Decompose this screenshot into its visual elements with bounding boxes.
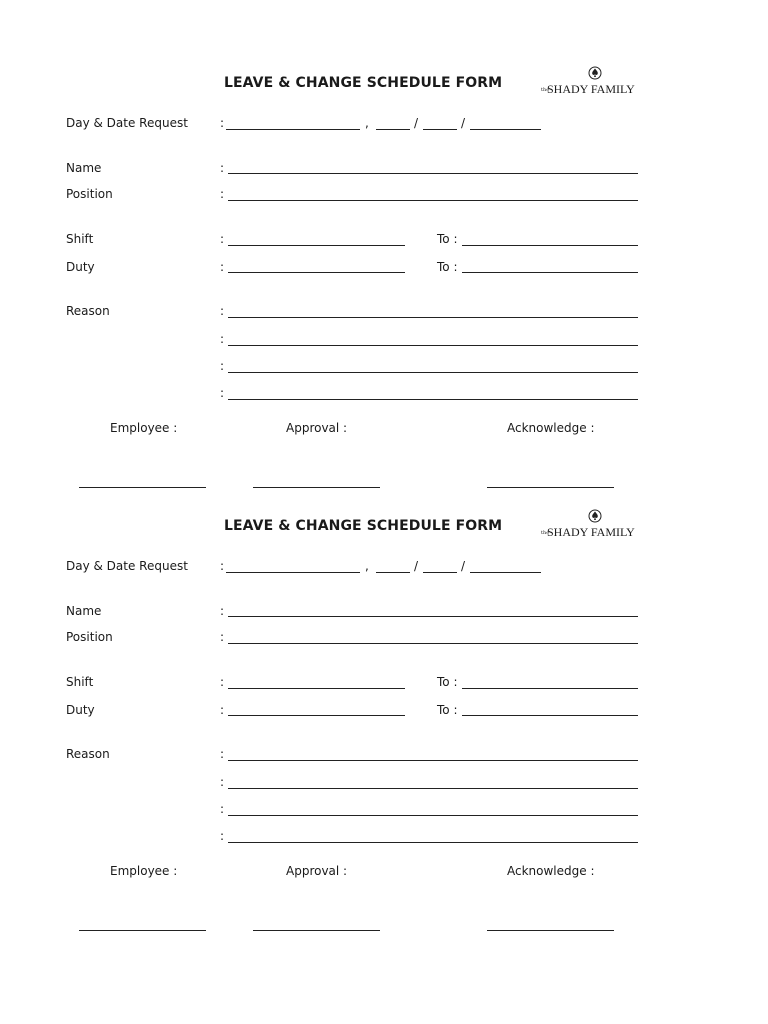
- acknowledge-signature-line[interactable]: [487, 930, 614, 931]
- shift-label: Shift: [66, 232, 94, 246]
- reason-label: Reason: [66, 304, 110, 318]
- colon: :: [220, 161, 225, 175]
- reason-line-3[interactable]: [228, 372, 638, 373]
- reason-line-3[interactable]: [228, 815, 638, 816]
- reason-line-4[interactable]: [228, 399, 638, 400]
- colon: :: [220, 232, 225, 246]
- acknowledge-label: Acknowledge :: [507, 864, 595, 878]
- colon: :: [220, 359, 225, 373]
- position-label: Position: [66, 187, 113, 201]
- shift-from-field[interactable]: [228, 245, 405, 246]
- logo-text: SHADY FAMILY: [547, 82, 635, 96]
- colon: :: [220, 559, 225, 573]
- employee-label: Employee :: [110, 421, 178, 435]
- shift-to-field[interactable]: [462, 245, 638, 246]
- colon: :: [220, 802, 225, 816]
- reason-line-4[interactable]: [228, 842, 638, 843]
- date-request-label: Day & Date Request: [66, 559, 188, 573]
- form-title: LEAVE & CHANGE SCHEDULE FORM: [224, 75, 503, 91]
- colon: :: [220, 675, 225, 689]
- shift-to-field[interactable]: [462, 688, 638, 689]
- date-month-field[interactable]: [423, 572, 457, 573]
- spade-icon: [588, 66, 602, 80]
- comma: ,: [365, 116, 369, 130]
- logo-prefix: the: [541, 530, 550, 536]
- duty-label: Duty: [66, 703, 95, 717]
- leave-form-1: [0, 0, 768, 440]
- day-field[interactable]: [226, 129, 360, 130]
- slash: /: [414, 116, 419, 130]
- colon: :: [220, 332, 225, 346]
- colon: :: [220, 775, 225, 789]
- spade-icon: [588, 509, 602, 523]
- approval-label: Approval :: [286, 421, 348, 435]
- name-label: Name: [66, 161, 102, 175]
- colon: :: [220, 187, 225, 201]
- brand-logo: [540, 66, 640, 100]
- reason-line-2[interactable]: [228, 345, 638, 346]
- date-year-field[interactable]: [470, 129, 541, 130]
- employee-label: Employee :: [110, 864, 178, 878]
- slash: /: [461, 116, 466, 130]
- approval-signature-line[interactable]: [253, 930, 380, 931]
- colon: :: [220, 747, 225, 761]
- leave-form-2: [0, 443, 768, 883]
- day-field[interactable]: [226, 572, 360, 573]
- reason-line-1[interactable]: [228, 760, 638, 761]
- acknowledge-label: Acknowledge :: [507, 421, 595, 435]
- slash: /: [414, 559, 419, 573]
- colon: :: [220, 604, 225, 618]
- comma: ,: [365, 559, 369, 573]
- duty-to-field[interactable]: [462, 715, 638, 716]
- duty-label: Duty: [66, 260, 95, 274]
- colon: :: [220, 829, 225, 843]
- form-title: LEAVE & CHANGE SCHEDULE FORM: [224, 518, 503, 534]
- slash: /: [461, 559, 466, 573]
- duty-to-field[interactable]: [462, 272, 638, 273]
- colon: :: [220, 703, 225, 717]
- reason-label: Reason: [66, 747, 110, 761]
- name-field[interactable]: [228, 173, 638, 174]
- approval-label: Approval :: [286, 864, 348, 878]
- colon: :: [220, 386, 225, 400]
- reason-line-2[interactable]: [228, 788, 638, 789]
- name-label: Name: [66, 604, 102, 618]
- position-field[interactable]: [228, 643, 638, 644]
- employee-signature-line[interactable]: [79, 930, 206, 931]
- duty-from-field[interactable]: [228, 715, 405, 716]
- to-label: To :: [437, 232, 458, 246]
- logo-prefix: the: [541, 87, 550, 93]
- position-label: Position: [66, 630, 113, 644]
- to-label: To :: [437, 260, 458, 274]
- shift-label: Shift: [66, 675, 94, 689]
- colon: :: [220, 630, 225, 644]
- name-field[interactable]: [228, 616, 638, 617]
- to-label: To :: [437, 675, 458, 689]
- date-day-field[interactable]: [376, 572, 410, 573]
- brand-logo: [540, 509, 640, 543]
- date-request-label: Day & Date Request: [66, 116, 188, 130]
- shift-from-field[interactable]: [228, 688, 405, 689]
- colon: :: [220, 260, 225, 274]
- date-month-field[interactable]: [423, 129, 457, 130]
- reason-line-1[interactable]: [228, 317, 638, 318]
- date-day-field[interactable]: [376, 129, 410, 130]
- position-field[interactable]: [228, 200, 638, 201]
- duty-from-field[interactable]: [228, 272, 405, 273]
- to-label: To :: [437, 703, 458, 717]
- logo-text: SHADY FAMILY: [547, 525, 635, 539]
- date-year-field[interactable]: [470, 572, 541, 573]
- colon: :: [220, 116, 225, 130]
- colon: :: [220, 304, 225, 318]
